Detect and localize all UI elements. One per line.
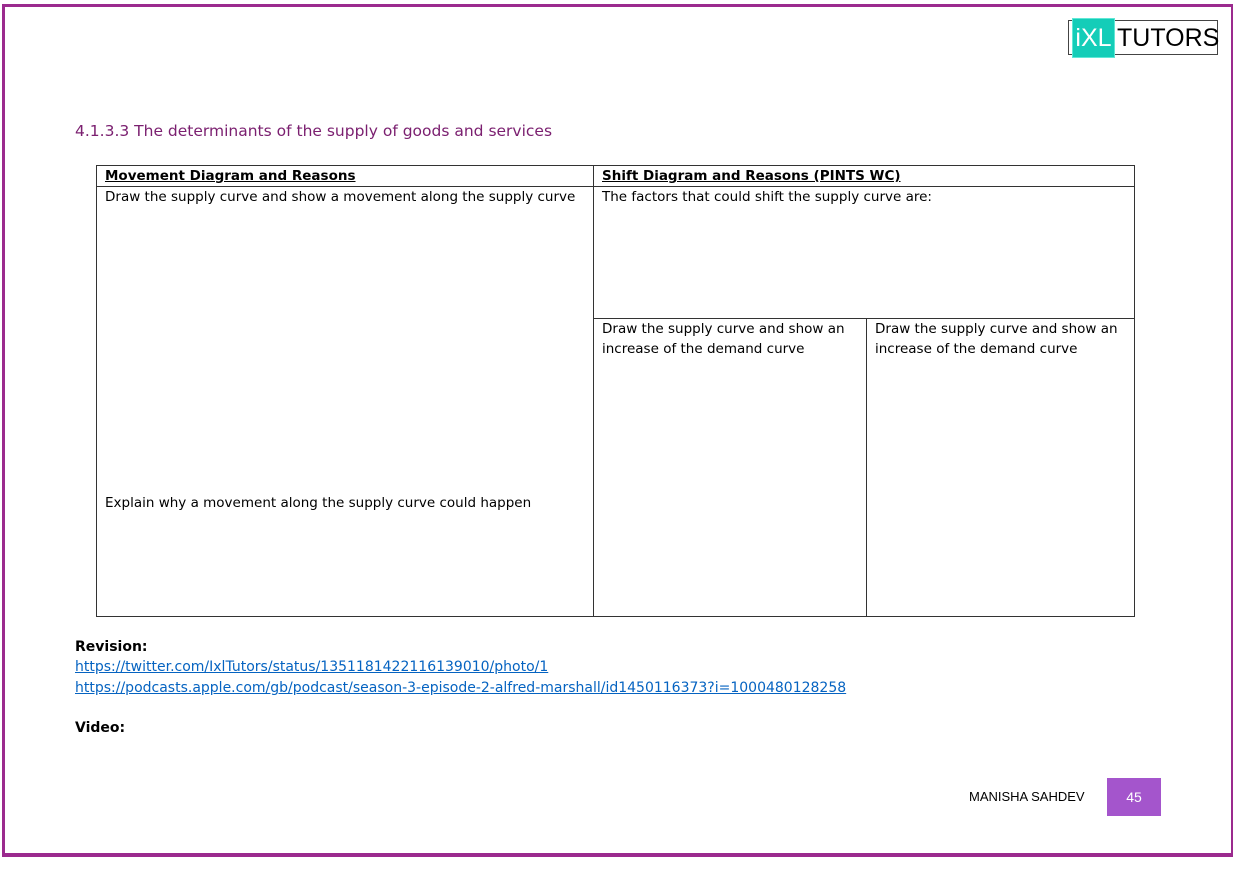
podcast-link[interactable]: https://podcasts.apple.com/gb/podcast/season-3-episode-2-alfred-marshall/id1450116373?i=1000480128258 <box>75 680 847 696</box>
col1-header: Movement Diagram and Reasons <box>96 165 594 187</box>
shift-diagram-right-prompt: Draw the supply curve and show an increase of the demand curve <box>875 321 1118 357</box>
ixl-tutors-logo <box>1068 20 1218 55</box>
author-name: MANISHA SAHDEV <box>969 789 1085 804</box>
shift-diagram-left-cell[interactable] <box>593 318 867 617</box>
section-heading: 4.1.3.3 The determinants of the supply of goods and services <box>75 122 553 140</box>
shift-factors-prompt: The factors that could shift the supply curve are: <box>602 189 932 205</box>
shift-diagram-right-cell[interactable] <box>866 318 1135 617</box>
movement-prompt: Draw the supply curve and show a movement along the supply curve <box>105 189 576 205</box>
page-number: 45 <box>1107 778 1161 816</box>
logo-ixl: iXL <box>1072 18 1115 58</box>
movement-explain-prompt: Explain why a movement along the supply curve could happen <box>105 495 532 511</box>
shift-diagram-left-prompt: Draw the supply curve and show an increase of the demand curve <box>602 321 845 357</box>
logo-tutors: TUTORS <box>1117 24 1220 52</box>
movement-cell[interactable] <box>96 186 594 617</box>
video-label: Video: <box>75 720 126 736</box>
twitter-link[interactable]: https://twitter.com/IxlTutors/status/1351181422116139010/photo/1 <box>75 659 549 675</box>
col2-header: Shift Diagram and Reasons (PINTS WC) <box>593 165 1135 187</box>
shift-factors-cell[interactable] <box>593 186 1135 319</box>
revision-label: Revision: <box>75 639 148 655</box>
